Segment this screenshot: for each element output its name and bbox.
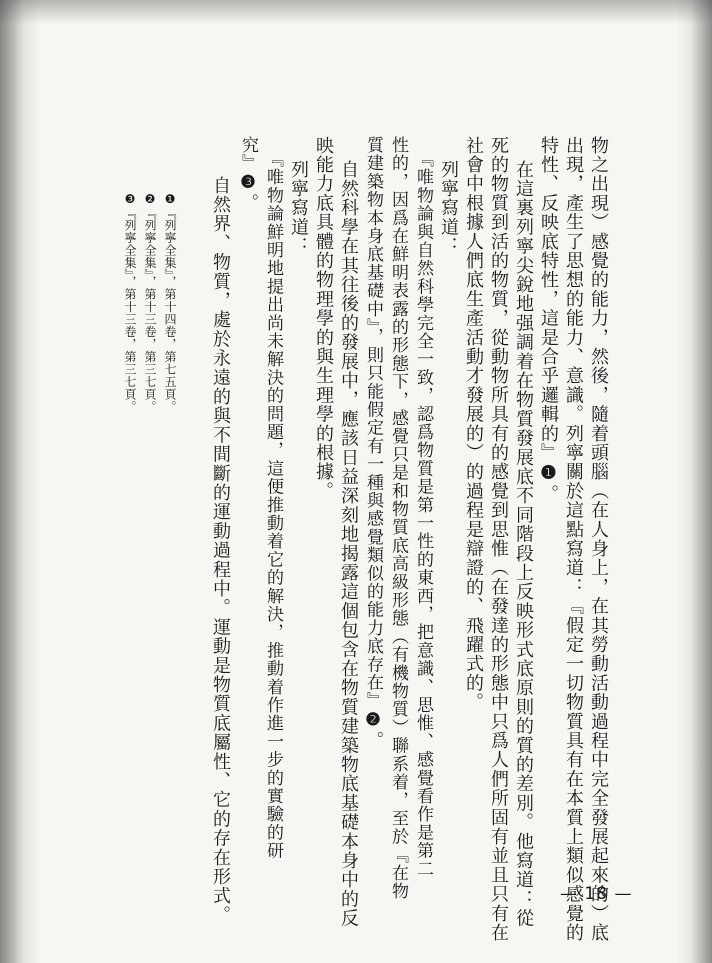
quote-column: 究』❸。 xyxy=(238,136,258,212)
footnote-marker: ❸ xyxy=(238,172,258,194)
quote-column: 質建築物本身底基礎中』，則只能假定有一種與感覺類似的能力底存在』❷。 xyxy=(363,136,383,750)
text-column: 社會中根據人們底生產活動才發展的）的過程是辯證的、飛躍式的。 xyxy=(463,136,484,712)
footnote-marker: ❶ xyxy=(538,462,559,485)
footnote: ❷『列寧全集』，第十三卷，第三七頁。 xyxy=(143,192,157,413)
scan-shadow-top xyxy=(0,0,712,24)
text-column: 物之出現）感覺的能力，然後，隨着頭腦（在人身上，在其勞動活動過程中完全發展起來的）底 xyxy=(588,136,609,943)
footnote: ❸『列寧全集』，第十三卷，第三七頁。 xyxy=(123,192,137,413)
quote-column: 『唯物論鮮明地提出尚未解決的問題，這便推動着它的解決，推動着作進一步的實驗的研 xyxy=(263,150,283,860)
text-column: 映能力底具體的物理學的與生理學的根據。 xyxy=(313,136,334,501)
text-column: 出現，產生了思想的能力、意識。列寧關於這點寫道：『假定一切物質具有在本質上類似感覺的 xyxy=(563,136,584,943)
page-number: — 18 — xyxy=(560,884,633,904)
text-column: 自然界、物質，處於永遠的與不間斷的運動過程中。運動是物質底屬性、它的存在形式。 xyxy=(210,176,231,925)
text-column: 特性、反映底特性，這是合乎邏輯的』❶。 xyxy=(538,136,559,504)
quote-column: 性的，因爲在鮮明表露的形態下，感覺只是和物質底高級形態（有機物質）聯系着，至於『在物 xyxy=(388,136,408,901)
footnote: ❶『列寧全集』，第十四卷，第七五頁。 xyxy=(163,192,177,413)
text-column: 列寧寫道： xyxy=(438,160,459,256)
scan-shadow-right xyxy=(676,0,712,963)
text-column: 在這裏列寧尖銳地强調着在物質發展底不同階段上反映形式底原則的質的差別。他寫道：從 xyxy=(513,160,534,928)
text-column: 列寧寫道： xyxy=(288,160,309,256)
footnote-marker: ❷ xyxy=(363,709,383,732)
text-column: 死的物質到活的物質，從動物所具有的感覺到思惟（在發達的形態中只爲人們所固有並且只有在 xyxy=(488,136,509,943)
text-column: 自然科學在其往後的發展中，應該日益深刻地揭露這個包含在物質建築物底基礎本身中的反 xyxy=(338,160,359,928)
quote-column: 『唯物論與自然科學完全一致，認爲物質是第一性的東西，把意識、思惟、感覺看作是第二 xyxy=(413,150,433,878)
scan-shadow-left xyxy=(0,0,40,963)
